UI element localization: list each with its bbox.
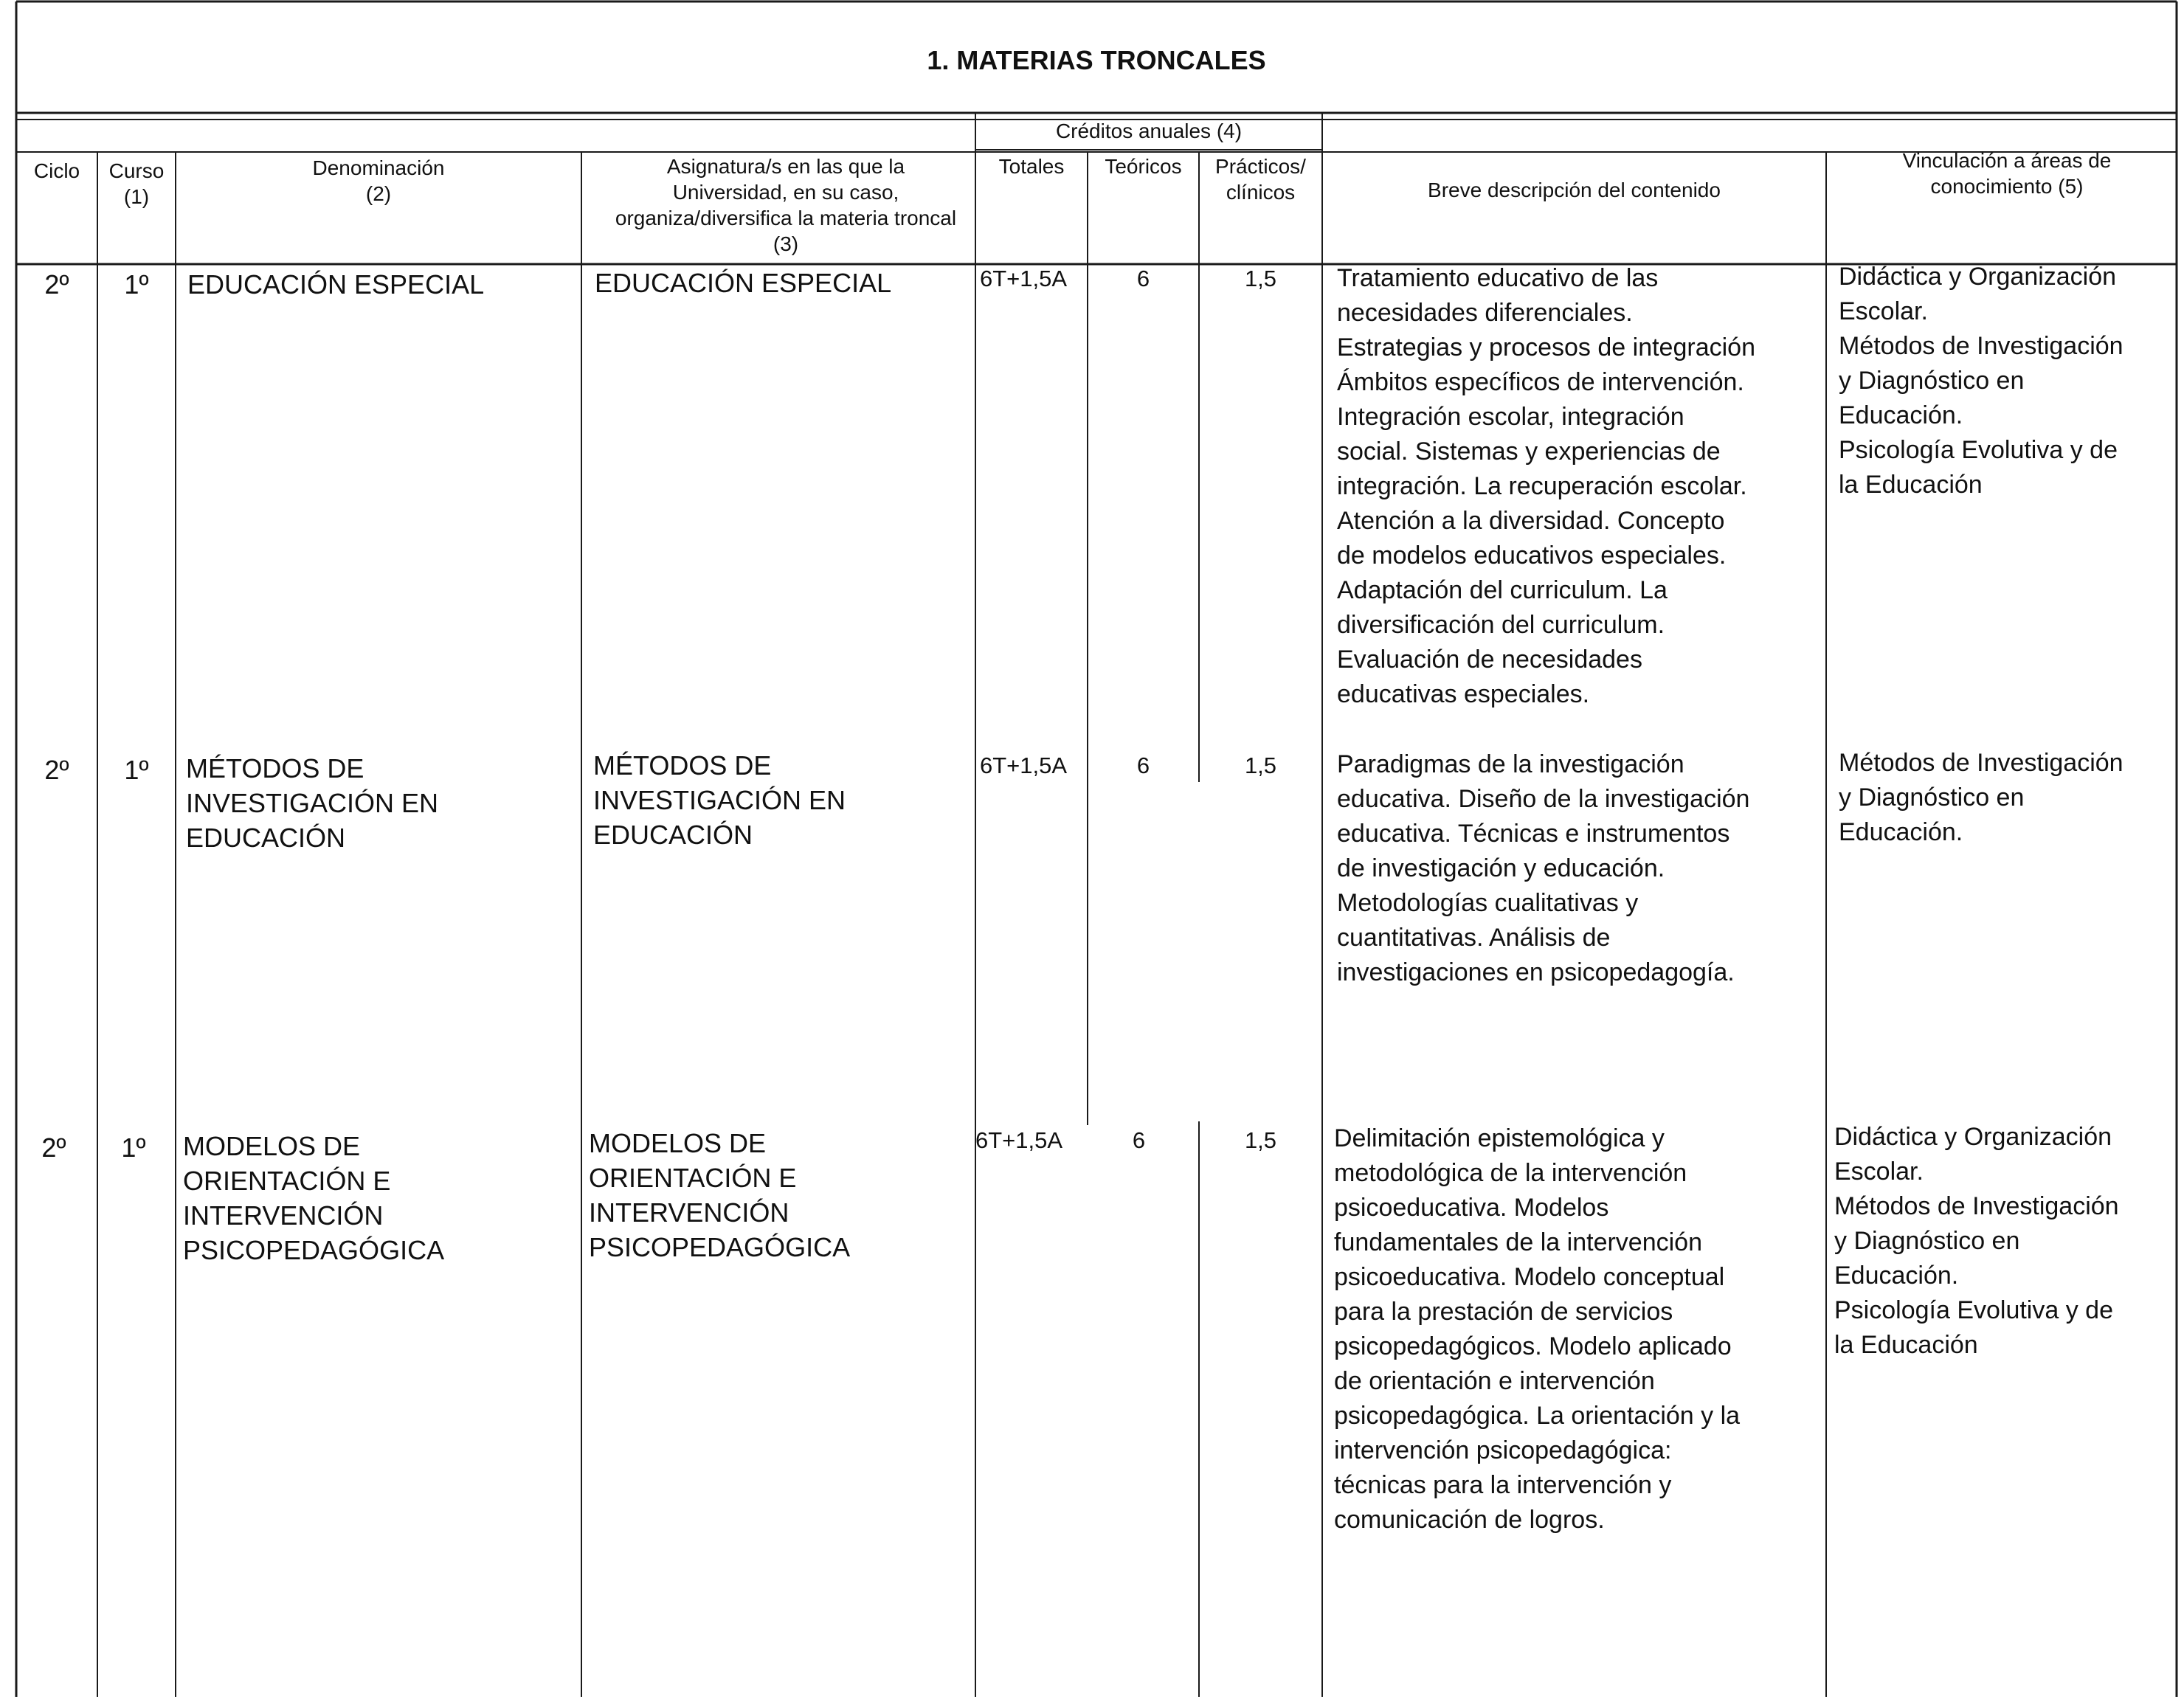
cell-asignatura: EDUCACIÓN ESPECIAL xyxy=(595,268,892,298)
cell-descripcion: Paradigmas de la investigación educativa. Diseño de la investigación educativa. Técnicas e instrumentos de investigación y educación. Metodologías cualitativas y cuantitativas. Análisis de investigaciones en psicopedagogía. xyxy=(1337,750,1750,986)
header-practicos: Prácticos/ clínicos xyxy=(1215,155,1306,204)
cell-descripcion: Delimitación epistemológica y metodológica de la intervención psicoeducativa. Modelos fundamentales de la intervención psicoeducativa. Modelo conceptual para la prestación de servicios psicopedagógicos. Modelo aplicado de orientación e intervención psicopedagógica. La orientación y la intervención psicopedagógica: técnicas para la intervención y comunicación de logros. xyxy=(1334,1124,1741,1534)
cell-ciclo: 2º xyxy=(41,1132,66,1163)
cell-teoricos: 6 xyxy=(1136,266,1150,291)
cell-ciclo: 2º xyxy=(44,755,69,785)
cell-curso: 1º xyxy=(121,1132,146,1163)
header-asignatura: Asignatura/s en las que la Universidad, en su caso, organiza/diversifica la materia troncal (3) xyxy=(615,155,957,255)
header-totales: Totales xyxy=(998,155,1065,178)
header-denominacion: Denominación (2) xyxy=(312,156,445,205)
document-title: 1. MATERIAS TRONCALES xyxy=(927,45,1266,75)
header-curso: Curso (1) xyxy=(108,159,165,208)
cell-asignatura: MÉTODOS DE INVESTIGACIÓN EN EDUCACIÓN xyxy=(593,750,846,850)
cell-practicos: 1,5 xyxy=(1244,1127,1277,1153)
header-descripcion: Breve descripción del contenido xyxy=(1428,179,1721,201)
header-teoricos: Teóricos xyxy=(1105,155,1182,178)
cell-totales: 6T+1,5A xyxy=(980,266,1068,291)
cell-teoricos: 6 xyxy=(1132,1127,1146,1153)
cell-denominacion: MODELOS DE ORIENTACIÓN E INTERVENCIÓN PSICOPEDAGÓGICA xyxy=(183,1131,445,1265)
cell-vinculacion: Didáctica y Organización Escolar. Métodos de Investigación y Diagnóstico en Educación. Psicología Evolutiva y de la Educación xyxy=(1834,1123,2119,1359)
cell-practicos: 1,5 xyxy=(1244,753,1277,778)
header-ciclo: Ciclo xyxy=(33,159,80,182)
cell-descripcion: Tratamiento educativo de las necesidades diferenciales. Estrategias y procesos de integración Ámbitos específicos de intervención. Integración escolar, integración social. Sistemas y experiencias de integración. La recuperación escolar. Atención a la diversidad. Concepto de modelos educativos especiales. Adaptación del curriculum. La diversificación del curriculum. Evaluación de necesidades educativas especiales. xyxy=(1337,264,1755,708)
cell-vinculacion: Didáctica y Organización Escolar. Métodos de Investigación y Diagnóstico en Educación. Psicología Evolutiva y de la Educación xyxy=(1839,263,2123,499)
cell-denominacion: MÉTODOS DE INVESTIGACIÓN EN EDUCACIÓN xyxy=(186,753,439,853)
cell-totales: 6T+1,5A xyxy=(980,753,1068,778)
header-creditos-anuales: Créditos anuales (4) xyxy=(1055,120,1243,142)
header-vinculacion: Vinculación a áreas de conocimiento (5) xyxy=(1902,149,2112,198)
cell-vinculacion: Métodos de Investigación y Diagnóstico en Educación. xyxy=(1839,749,2123,846)
cell-ciclo: 2º xyxy=(44,269,69,300)
cell-curso: 1º xyxy=(124,755,149,785)
cell-asignatura: MODELOS DE ORIENTACIÓN E INTERVENCIÓN PSICOPEDAGÓGICA xyxy=(589,1128,851,1262)
cell-denominacion: EDUCACIÓN ESPECIAL xyxy=(187,269,485,300)
cell-practicos: 1,5 xyxy=(1244,266,1277,291)
cell-teoricos: 6 xyxy=(1136,753,1150,778)
cell-totales: 6T+1,5A xyxy=(975,1127,1063,1153)
cell-curso: 1º xyxy=(124,269,149,300)
